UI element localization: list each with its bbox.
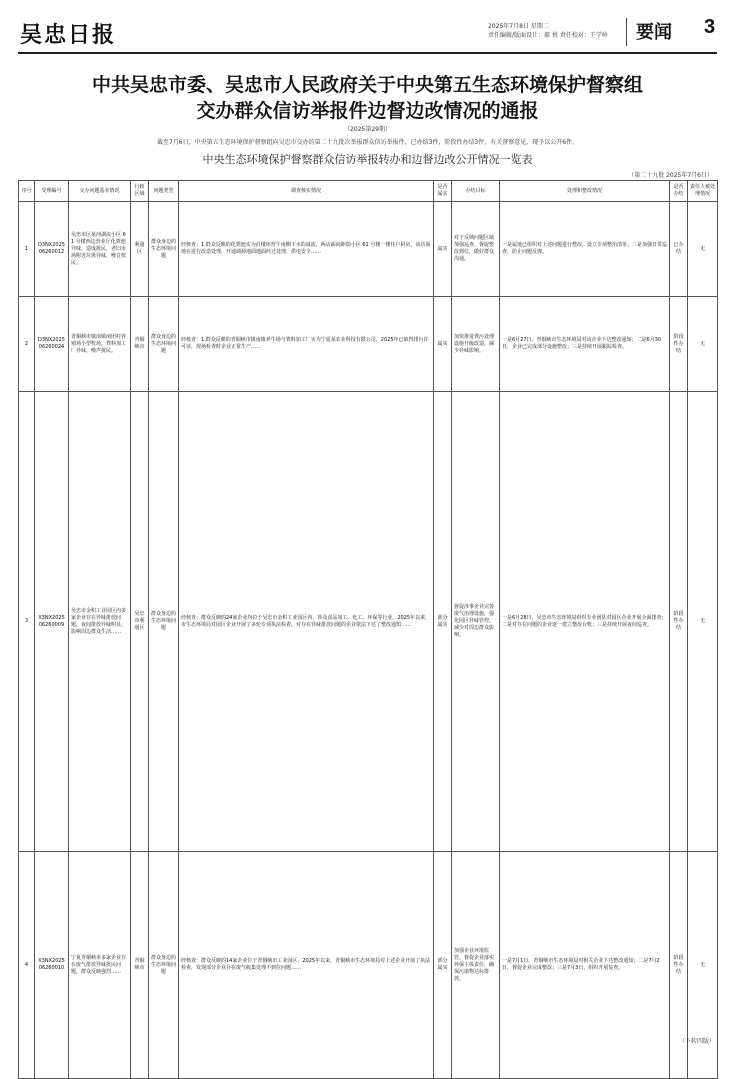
complaints-table <box>18 180 718 1079</box>
finding-text: 经核查：群众反映的24家企业均位于吴忠市金积工业园区内，涉及食品加工、化工、环保等行业。2025年以来，市生态环境局对园区企业开展了多轮专项执法检查，对存在异味排放问题的企业依法下达了整改通知…… <box>179 392 434 852</box>
punish-status: 无 <box>688 852 718 1079</box>
masthead <box>18 12 717 54</box>
header-cell: 序号 <box>19 181 35 202</box>
is-true: 部分属实 <box>434 852 452 1079</box>
table-header-row <box>19 181 718 202</box>
goal-text: 对于反映问题区域加强巡查，督促整改到位，做好群众沟通。 <box>452 202 500 297</box>
measures-text: 一是属地已组织对上述问题进行整改，设立专项整治清单；二是加强日常巡查，防止问题反弹。 <box>500 202 670 297</box>
done-status: 已办结 <box>670 202 688 297</box>
finding-text: 经核查：1.群众反映的青铜峡市镇南镇养牛场与粪料加工厂实为宁夏某农业科技有限公司，2025年已取得排污许可证，现场检查时企业正常生产…… <box>179 297 434 392</box>
header-cell: 办结目标 <box>452 181 500 202</box>
case-id: D3NX2025 06260024 <box>35 297 69 392</box>
region: 青铜峡市 <box>131 297 149 392</box>
newspaper-logo: 吴忠日报 <box>20 22 117 48</box>
region: 利通区 <box>131 202 149 297</box>
continued-note: （下转四版） <box>678 1038 715 1045</box>
issue-type: 群众身边的生态环境问题 <box>149 852 179 1079</box>
header-cell: 是否属实 <box>434 181 452 202</box>
region: 吴忠市利通区 <box>131 392 149 852</box>
issue-type: 群众身边的生态环境问题 <box>149 202 179 297</box>
goal-text: 督促涉事企业完善废气治理设施，强化园区异味管控，减少对周边群众影响。 <box>452 392 500 852</box>
issue-type: 群众身边的生态环境问题 <box>149 392 179 852</box>
goal-text: 加强企业环境监管，督促企业落实环保主体责任，确保污染物达标排放。 <box>452 852 500 1079</box>
issue-text: 吴忠市区某河湖流小区 61 号楼西边营业厅化粪池异味，造成扰民，老旧市场附近垃圾异味，噪音扰民。 <box>69 202 131 297</box>
batch-note: （第二十九批 2025年7月6日） <box>628 172 713 179</box>
header-cell: 调查核实情况 <box>179 181 434 202</box>
finding-text: 经核查：群众反映的14家企业位于青铜峡市工业园区，2025年以来，青铜峡市生态环境局对上述企业开展了执法检查，发现部分企业存在废气收集处理不到位问题…… <box>179 852 434 1079</box>
table-row <box>19 297 718 392</box>
row-number: 2 <box>19 297 35 392</box>
issue-date: 2025年7月8日 星期二 <box>488 23 549 30</box>
header-cell: 行政区域 <box>131 181 149 202</box>
header-cell: 问题类型 <box>149 181 179 202</box>
case-id: X3NX2025 06260009 <box>35 392 69 852</box>
header-cell: 责任人被处理情况 <box>688 181 718 202</box>
header-cell: 是否办结 <box>670 181 688 202</box>
punish-status: 无 <box>688 297 718 392</box>
page-number: 3 <box>704 16 716 38</box>
masthead-divider <box>626 18 627 46</box>
goal-text: 加快推进粪污处理设施升级改造，减少异味影响。 <box>452 297 500 392</box>
header-cell: 交办问题基本情况 <box>69 181 131 202</box>
document-number: （2025第29期） <box>344 126 391 133</box>
done-status: 阶段性办结 <box>670 392 688 852</box>
region: 青铜峡市 <box>131 852 149 1079</box>
measures-text: 一是6月28日，吴忠市生态环境局组织专业团队对园区企业开展全面排查；二是对存在问题的企业逐一建立整改台账；三是持续开展夜间巡查。 <box>500 392 670 852</box>
done-status: 阶段性办结 <box>670 852 688 1079</box>
measures-text: 一是7月1日，青铜峡市生态环境局对相关企业下达整改通知；二是7月2日，督促企业完成整改；三是7月3日，组织开展复查。 <box>500 852 670 1079</box>
case-id: X3NX2025 06260010 <box>35 852 69 1079</box>
header-cell: 受理编号 <box>35 181 69 202</box>
table-row <box>19 202 718 297</box>
is-true: 属实 <box>434 297 452 392</box>
row-number: 3 <box>19 392 35 852</box>
table-row <box>19 852 718 1079</box>
case-id: D3NX2025 06260012 <box>35 202 69 297</box>
done-status: 阶段性办结 <box>670 297 688 392</box>
issue-meta <box>488 22 608 40</box>
intro-paragraph: 截至7月6日，中央第五生态环境保护督察组向吴忠市交办的第二十九批次举报群众信访举报件，已办结3件，阶段性办结3件，有关督察意见，现予以公开6件。 <box>156 139 579 146</box>
headline-line-2: 交办群众信访举报件边督边改情况的通报 <box>196 100 539 122</box>
punish-status: 无 <box>688 202 718 297</box>
issue-type: 群众身边的生态环境问题 <box>149 297 179 392</box>
table-title: 中央生态环境保护督察群众信访举报转办和边督边改公开情况一览表 <box>202 153 533 166</box>
table-row <box>19 392 718 852</box>
row-number: 1 <box>19 202 35 297</box>
row-number: 4 <box>19 852 35 1079</box>
headline-line-1: 中共吴忠市委、吴忠市人民政府关于中央第五生态环境保护督察组 <box>91 74 643 96</box>
section-name: 要闻 <box>636 22 672 42</box>
is-true: 属实 <box>434 202 452 297</box>
header-cell: 处理和整改情况 <box>500 181 670 202</box>
issue-text: 青铜峡市镇南镇南团村养殖场小型牧场，粪料加工厂异味，噪声扰民。 <box>69 297 131 392</box>
issue-text: 吴忠市金积工业园区内多家企业存在异味排放问题，夜间排放异味明显，影响周边群众生活…… <box>69 392 131 852</box>
punish-status: 无 <box>688 392 718 852</box>
measures-text: 一是6月27日，青铜峡市生态环境局对该企业下达整改通知；二是6月30日，企业已完成部分设施整改；三是持续开展跟踪检查。 <box>500 297 670 392</box>
editors-line: 责任编辑/版面设计：郝 悦 责任校对：王学岭 <box>488 32 608 39</box>
issue-text: 宁夏青铜峡市多家企业存在废气排放异味扰民问题，群众反映强烈…… <box>69 852 131 1079</box>
is-true: 部分属实 <box>434 392 452 852</box>
finding-text: 经核查：1.群众反映的化粪池实为沿楼环营午南侧下水的溢流，两店面间距瑞小区 61 号楼一楼住户厨房，该店面地在进行改造处理，开通调源地面地面经过处理，供电安全…… <box>179 202 434 297</box>
